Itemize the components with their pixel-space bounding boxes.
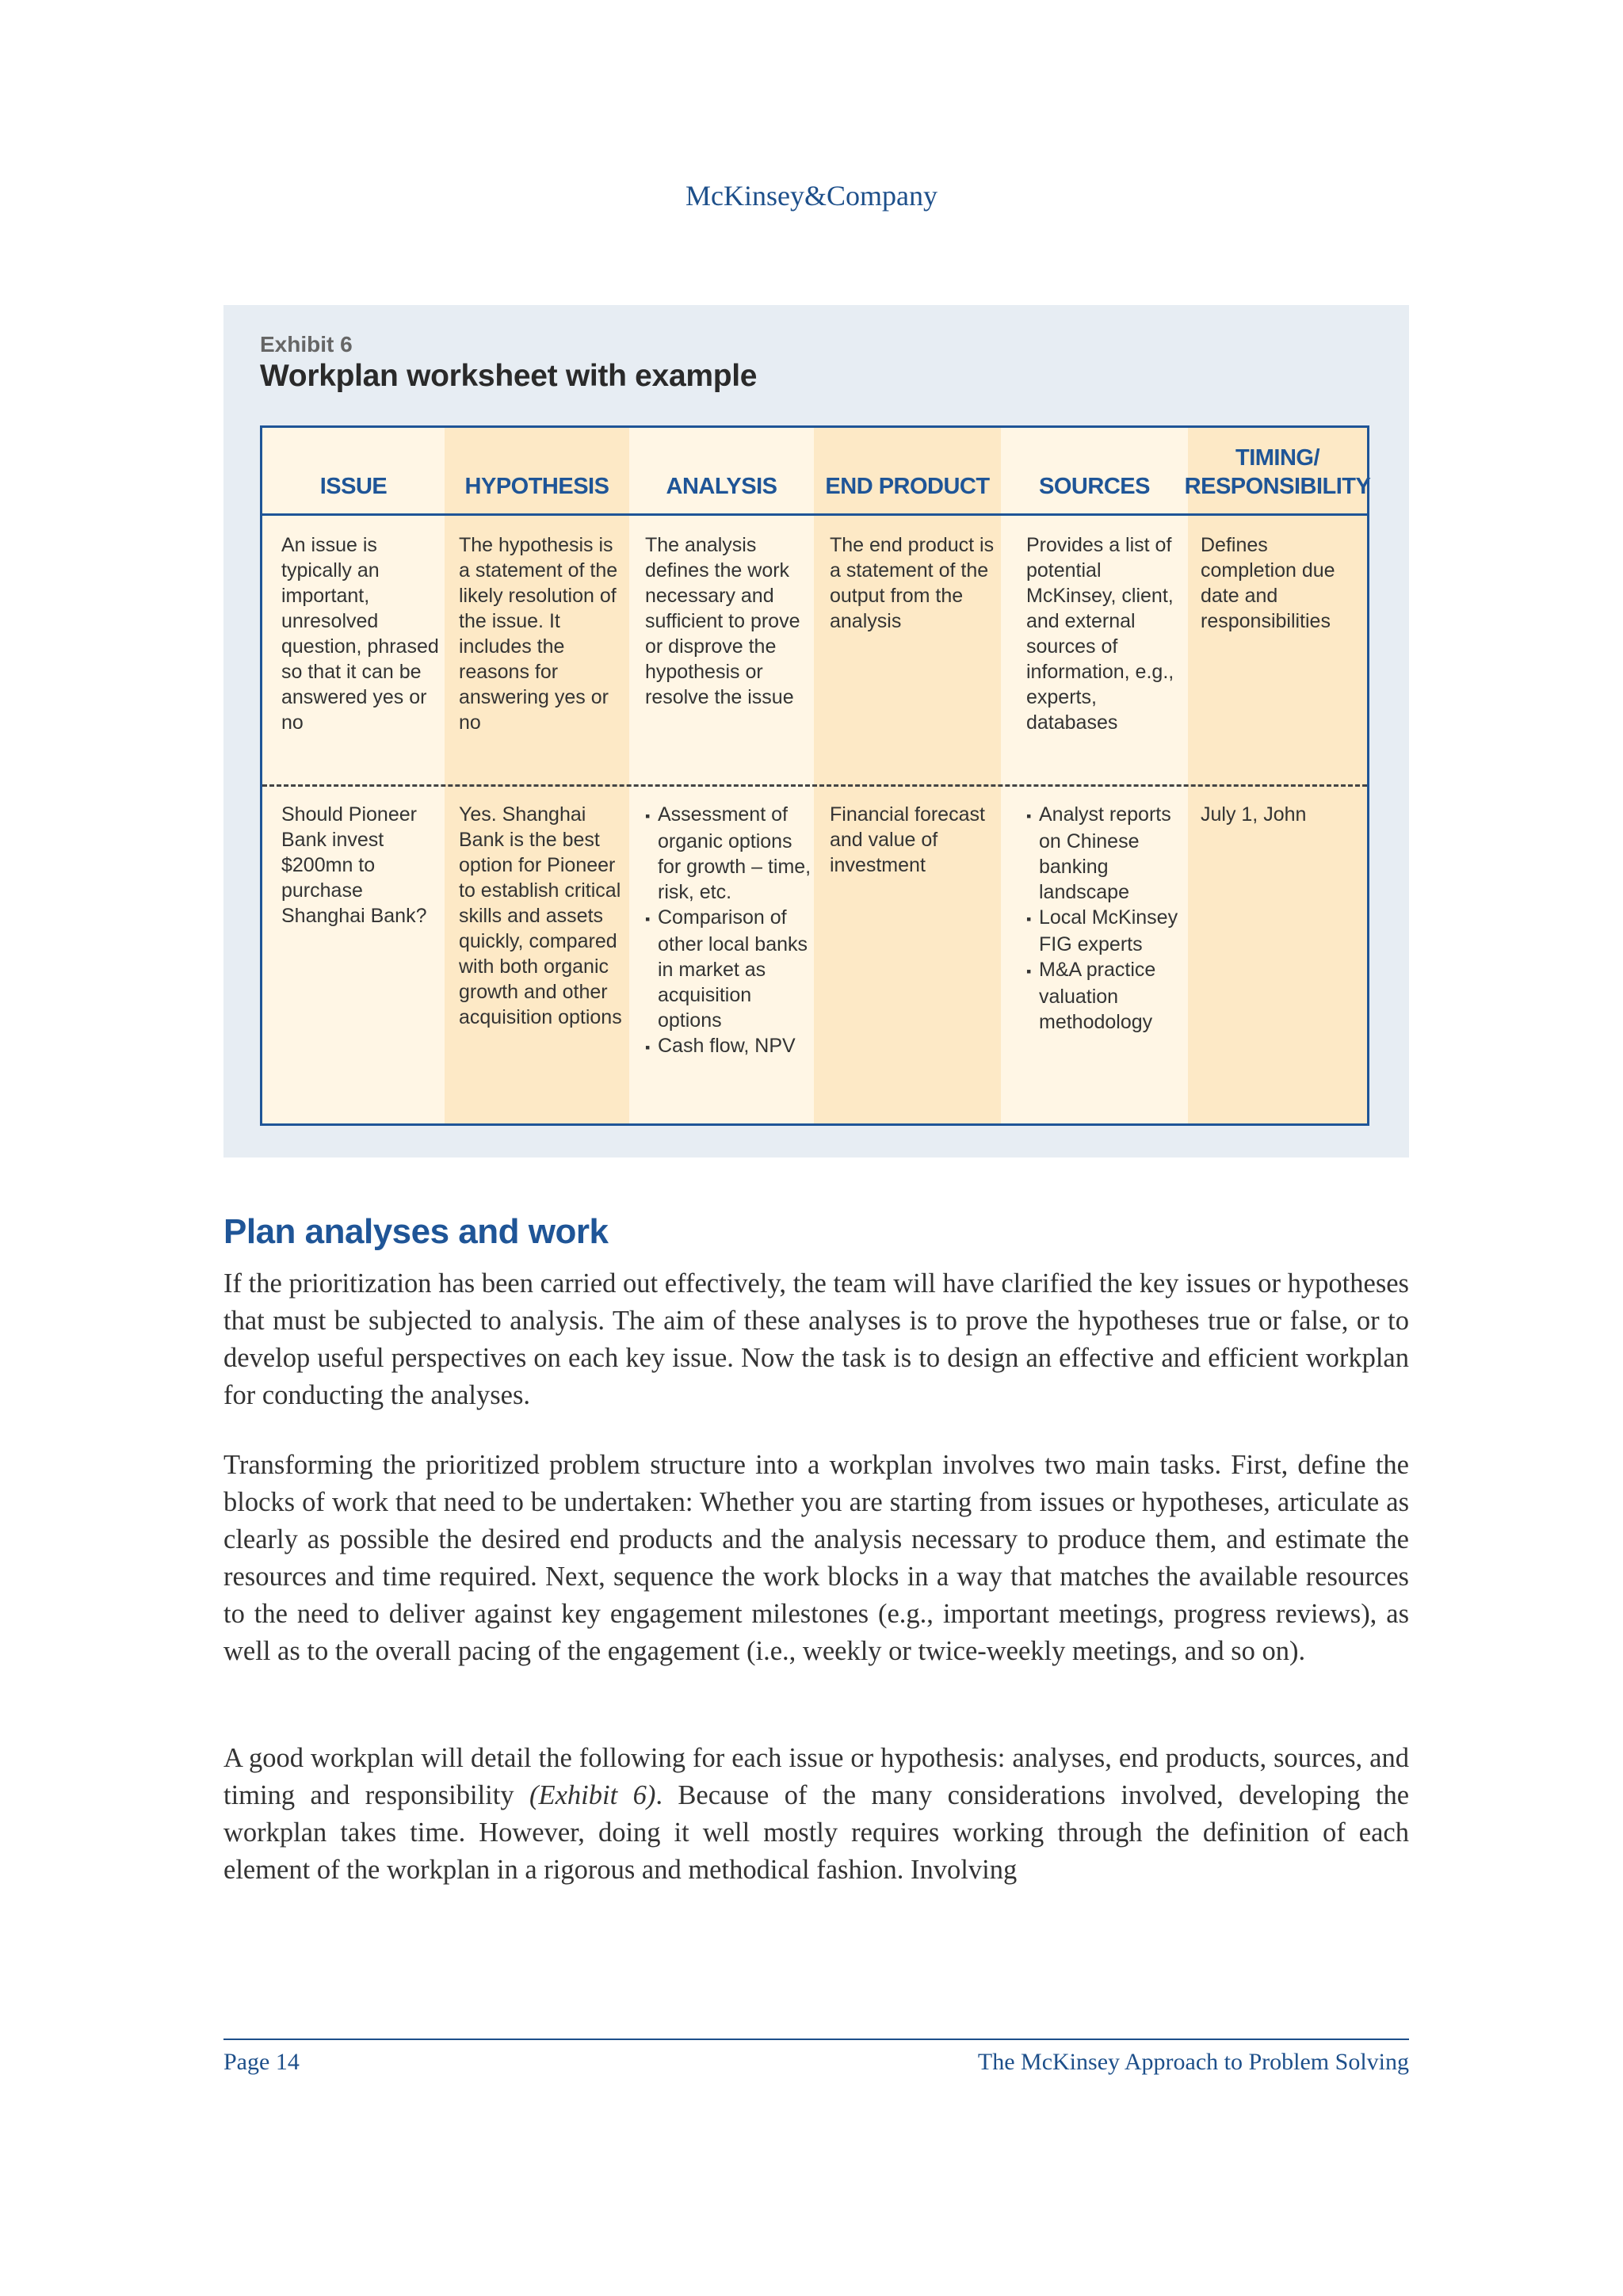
cell-sources-example <box>1026 802 1185 1035</box>
workplan-table <box>260 425 1369 1126</box>
cell-issue-definition: An issue is typically an important, unresolved question, phrased so that it can be answered yes or no <box>281 534 439 734</box>
exhibit-reference: (Exhibit 6) <box>529 1780 656 1810</box>
header-brand: McKinsey&Company <box>685 180 938 212</box>
list-item: ▪ Local McKinsey FIG experts <box>1026 905 1185 957</box>
cell-timing-example: July 1, John <box>1201 803 1307 826</box>
list-item: ▪ Comparison of other local banks in market as acquisition options <box>645 905 812 1033</box>
column-header-sources: SOURCES <box>1039 474 1150 499</box>
page-number: Page 14 <box>223 2049 300 2075</box>
column-timing-responsibility <box>1184 428 1371 1123</box>
column-header-timing-responsibility <box>1184 428 1371 513</box>
cell-analysis-definition: The analysis defines the work necessary and sufficient to prove or disprove the hypothesis or resolve the issue <box>645 534 800 708</box>
column-header-hypothesis: HYPOTHESIS <box>464 474 609 499</box>
paragraph-text: . Because of the many considerations involved, developing the workplan takes time. However, doing it well mostly requires working through the definition of each element of the workplan in a rigorous and methodical fashion. Involving <box>223 1780 1410 1885</box>
paragraph: If the prioritization has been carried out effectively, the team will have clarified the key issues or hypotheses that must be subjected to analysis. The aim of these analyses is to prove the hypotheses true or false, or to develop useful perspectives on each key issue. Now the task is to design an effective and efficient workplan for conducting the analyses. <box>223 1268 1409 1410</box>
paragraph <box>223 1740 1409 1889</box>
section-heading: Plan analyses and work <box>223 1212 609 1251</box>
column-header-line: TIMING/ <box>1235 445 1320 471</box>
cell-hypothesis-example: Yes. Shanghai Bank is the best option for Pioneer to establish critical skills and assets quickly, compared with both organic growth and other acquisition options <box>459 803 622 1028</box>
exhibit-panel <box>223 305 1409 1158</box>
cell-end-product-definition: The end product is a statement of the output from the analysis <box>830 534 995 632</box>
cell-sources-definition: Provides a list of potential McKinsey, client, and external sources of information, e.g., experts, databases <box>1026 534 1174 734</box>
column-hypothesis <box>445 428 629 1123</box>
list-item: ▪ Assessment of organic options for growth – time, risk, etc. <box>645 802 812 905</box>
exhibit-title: Workplan worksheet with example <box>260 359 758 393</box>
column-header-issue: ISSUE <box>319 474 388 499</box>
cell-timing-definition: Defines completion due date and responsibilities <box>1201 534 1335 632</box>
cell-analysis-example <box>645 802 812 1060</box>
footer-title: The McKinsey Approach to Problem Solving <box>977 2049 1409 2075</box>
column-issue <box>262 428 445 1123</box>
column-end-product <box>814 428 1001 1123</box>
footer-divider <box>223 2039 1409 2040</box>
list-item: ▪ Cash flow, NPV <box>645 1033 812 1060</box>
list-item: ▪ M&A practice valuation methodology <box>1026 957 1185 1035</box>
column-analysis <box>629 428 814 1123</box>
header-divider <box>262 513 1367 516</box>
exhibit-label: Exhibit 6 <box>260 332 353 357</box>
list-item: ▪ Analyst reports on Chinese banking landscape <box>1026 802 1185 905</box>
column-header-end-product: END PRODUCT <box>825 474 990 499</box>
cell-end-product-example: Financial forecast and value of investment <box>830 803 985 876</box>
paragraph: Transforming the prioritized problem structure into a workplan involves two main tasks. First, define the blocks of work that need to be undertaken: Whether you are starting from issues or hypotheses, articulate as clearly as possible the desired end products and the analysis necessary to produce them, and estimate the resources and time required. Next, sequence the work blocks in a way that matches the available resources to the need to deliver against key engagement milestones (e.g., important meetings, progress reviews), as well as to the overall pacing of the engagement (i.e., weekly or twice-weekly meetings, and so on). <box>223 1450 1409 1666</box>
paragraph-text: A good workplan will detail the following for each issue or hypothesis: analyses, end products, sources, and timing and responsibility <box>223 1743 1409 1810</box>
row-divider-dashed <box>262 784 1367 787</box>
column-header-analysis: ANALYSIS <box>666 474 777 499</box>
cell-issue-example: Should Pioneer Bank invest $200mn to purchase Shanghai Bank? <box>281 803 427 927</box>
column-header-line: RESPONSIBILITY <box>1184 474 1371 499</box>
cell-hypothesis-definition: The hypothesis is a statement of the likely resolution of the issue. It includes the reasons for answering yes or no <box>459 534 618 734</box>
column-sources <box>1001 428 1188 1123</box>
